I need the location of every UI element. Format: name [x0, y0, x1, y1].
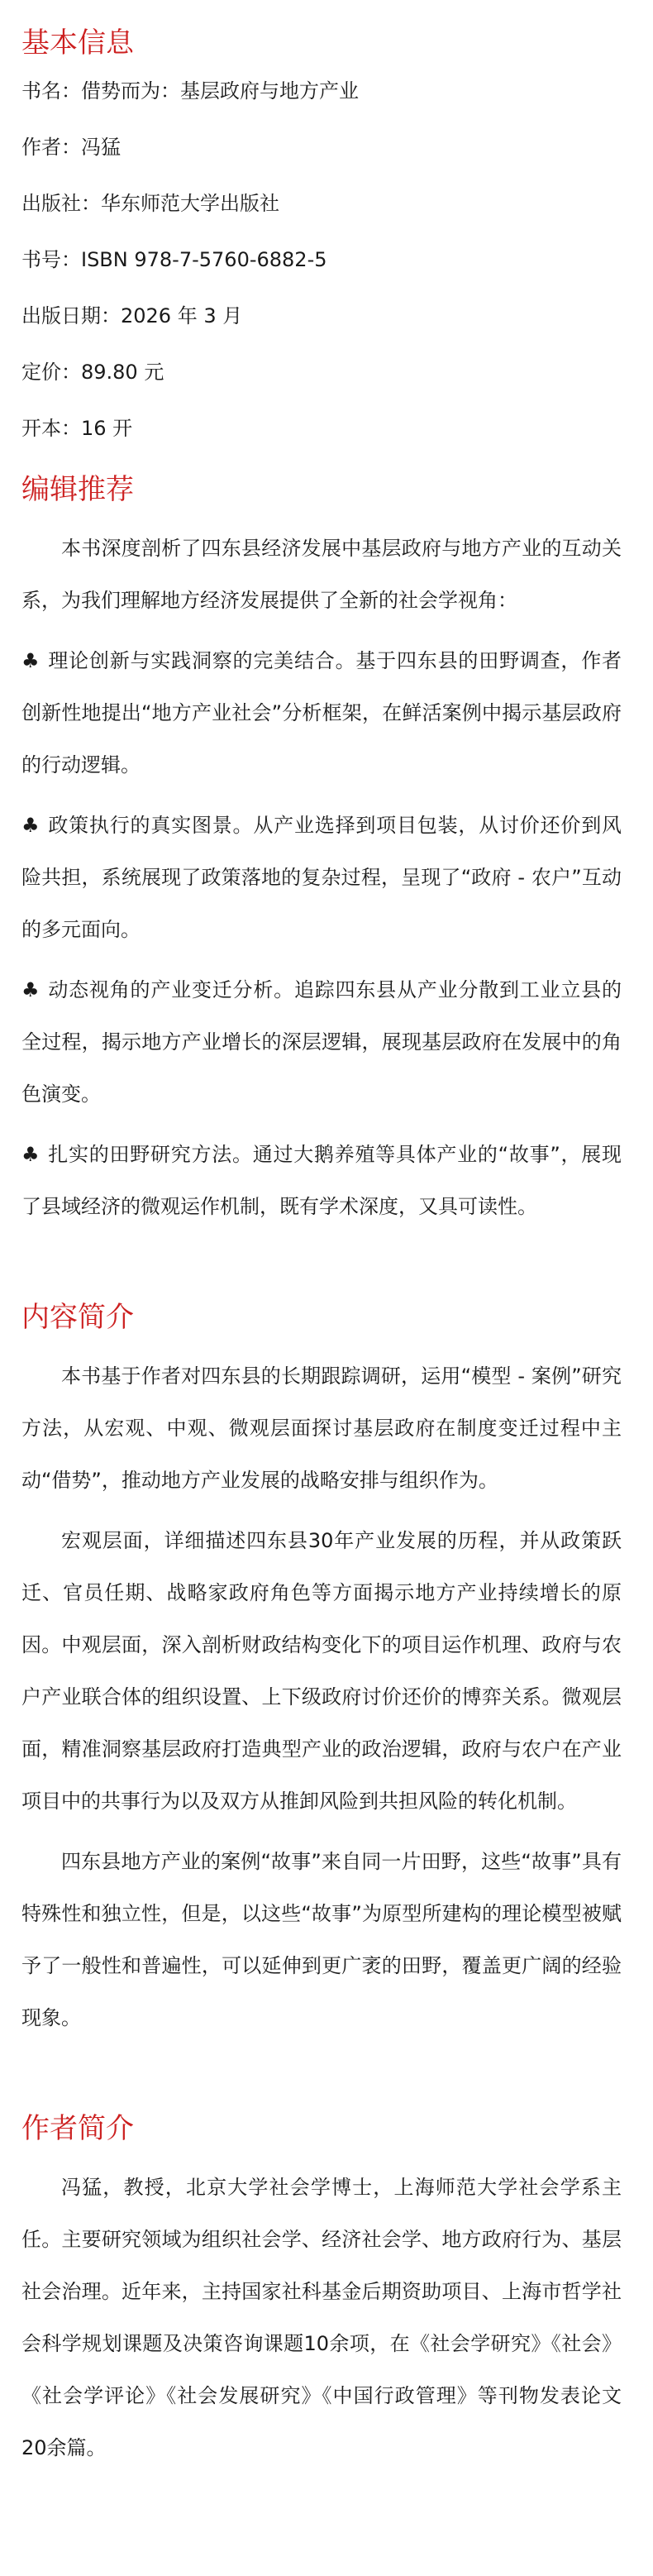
basic-info-heading: 基本信息 — [21, 26, 134, 60]
club-icon: ♣ — [21, 649, 41, 672]
content-summary-heading: 内容简介 — [21, 1301, 134, 1334]
book-isbn: 书号：ISBN 978-7-5760-6882-5 — [21, 248, 327, 271]
recommend-bullet — [21, 1129, 622, 1233]
recommend-bullet-text: 动态视角的产业变迁分析。追踪四东县从产业分散到工业立县的全过程，揭示地方产业增长的深层逻辑，展现基层政府在发展中的角色演变。 — [21, 978, 622, 1106]
editor-recommend-heading: 编辑推荐 — [21, 473, 134, 506]
club-icon: ♣ — [21, 978, 41, 1001]
recommend-bullet-text: 扎实的田野研究方法。通过大鹅养殖等具体产业的“故事”，展现了县域经济的微观运作机制，既有学术深度，又具可读性。 — [21, 1143, 622, 1218]
club-icon: ♣ — [21, 1143, 41, 1166]
author-intro-paragraph: 冯猛，教授，北京大学社会学博士，上海师范大学社会学系主任。主要研究领域为组织社会学、经济社会学、地方政府行为、基层社会治理。近年来，主持国家社科基金后期资助项目、上海市哲学社会科学规划课题及决策咨询课题10余项，在《社会学研究》《社会》《社会学评论》《社会发展研究》《中国行政管理》等刊物发表论文20余篇。 — [21, 2176, 622, 2459]
recommend-bullet — [21, 964, 622, 1121]
book-publisher: 出版社：华东师范大学出版社 — [21, 192, 279, 215]
book-format: 开本：16 开 — [21, 417, 133, 440]
book-name: 书名：借势而为：基层政府与地方产业 — [21, 79, 359, 103]
editor-recommend-intro: 本书深度剖析了四东县经济发展中基层政府与地方产业的互动关系，为我们理解地方经济发展提供了全新的社会学视角： — [21, 537, 622, 612]
recommend-bullet — [21, 800, 622, 956]
book-price: 定价：89.80 元 — [21, 361, 164, 384]
book-author: 作者：冯猛 — [21, 136, 121, 159]
recommend-bullet-text: 理论创新与实践洞察的完美结合。基于四东县的田野调查，作者创新性地提出“地方产业社会”分析框架，在鲜活案例中揭示基层政府的行动逻辑。 — [21, 649, 622, 777]
book-pub-date: 出版日期：2026 年 3 月 — [21, 304, 243, 327]
summary-paragraph: 宏观层面，详细描述四东县30年产业发展的历程，并从政策跃迁、官员任期、战略家政府角色等方面揭示地方产业持续增长的原因。中观层面，深入剖析财政结构变化下的项目运作机理、政府与农户产业联合体的组织设置、上下级政府讨价还价的博弈关系。微观层面，精准洞察基层政府打造典型产业的政治逻辑，政府与农户在产业项目中的共事行为以及双方从推卸风险到共担风险的转化机制。 — [21, 1529, 622, 1813]
club-icon: ♣ — [21, 814, 41, 837]
summary-paragraph: 本书基于作者对四东县的长期跟踪调研，运用“模型 - 案例”研究方法，从宏观、中观、微观层面探讨基层政府在制度变迁过程中主动“借势”，推动地方产业发展的战略安排与组织作为。 — [21, 1364, 622, 1492]
summary-paragraph: 四东县地方产业的案例“故事”来自同一片田野，这些“故事”具有特殊性和独立性，但是，以这些“故事”为原型所建构的理论模型被赋予了一般性和普遍性，可以延伸到更广袤的田野，覆盖更广阔的经验现象。 — [21, 1850, 622, 2029]
author-intro-heading: 作者简介 — [21, 2112, 134, 2145]
recommend-bullet-text: 政策执行的真实图景。从产业选择到项目包装，从讨价还价到风险共担，系统展现了政策落地的复杂过程，呈现了“政府 - 农户”互动的多元面向。 — [21, 814, 622, 941]
recommend-bullet — [21, 635, 622, 791]
